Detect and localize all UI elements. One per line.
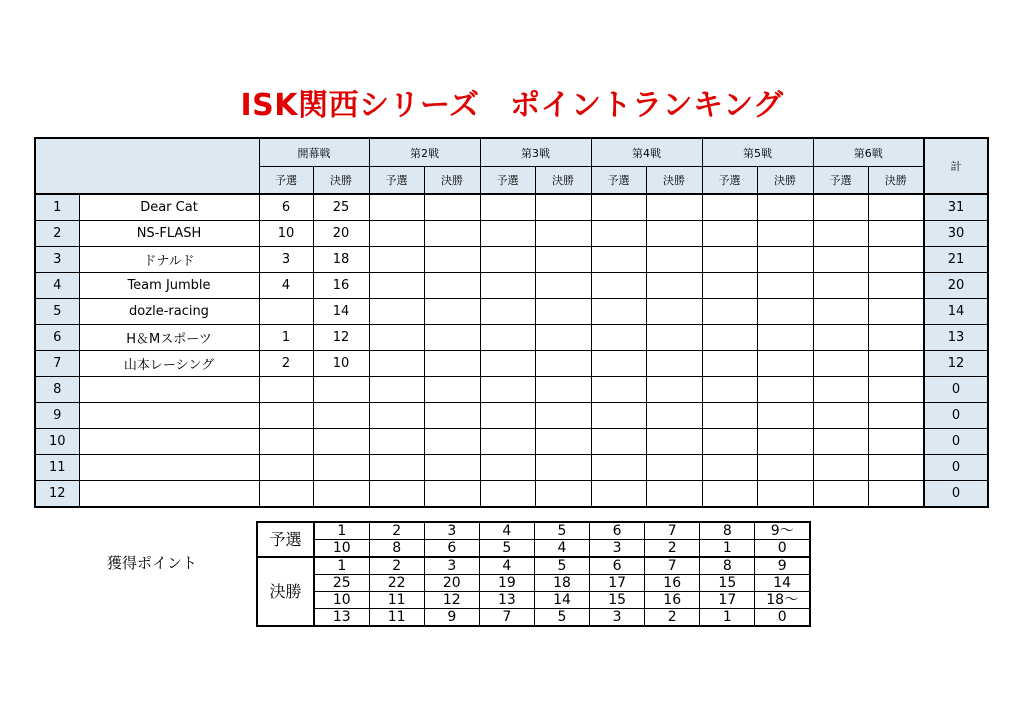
total-cell: 12	[924, 351, 988, 377]
score-cell	[868, 221, 924, 247]
sub-header-kessho: 決勝	[757, 167, 813, 195]
score-cell	[480, 273, 535, 299]
score-cell	[535, 351, 591, 377]
points-cell: 3	[424, 557, 479, 575]
points-cell: 4	[534, 540, 589, 558]
rank-cell: 5	[35, 299, 79, 325]
score-cell	[757, 455, 813, 481]
points-cell: 7	[645, 557, 700, 575]
points-cell: 5	[534, 522, 589, 540]
score-cell	[369, 273, 424, 299]
team-cell: Team Jumble	[79, 273, 259, 299]
score-cell	[646, 403, 702, 429]
points-cell: 13	[314, 609, 369, 627]
team-cell: dozle-racing	[79, 299, 259, 325]
points-cell: 16	[645, 575, 700, 592]
team-cell	[79, 481, 259, 508]
points-cell: 4	[479, 522, 534, 540]
total-cell: 0	[924, 481, 988, 508]
table-row	[35, 481, 988, 508]
points-cell: 8	[369, 540, 424, 558]
ranking-table	[34, 137, 989, 508]
score-cell	[757, 325, 813, 351]
sub-header-kessho: 決勝	[646, 167, 702, 195]
score-cell	[702, 325, 757, 351]
round-header: 第4戦	[591, 138, 702, 167]
score-cell	[757, 221, 813, 247]
score-cell	[813, 429, 868, 455]
score-cell	[757, 481, 813, 508]
rank-cell: 11	[35, 455, 79, 481]
points-row	[257, 522, 810, 540]
points-cell: 8	[700, 557, 755, 575]
score-cell	[369, 194, 424, 221]
score-cell: 20	[313, 221, 369, 247]
score-cell	[813, 455, 868, 481]
score-cell	[591, 299, 646, 325]
score-cell	[369, 247, 424, 273]
score-cell	[313, 455, 369, 481]
team-cell	[79, 403, 259, 429]
round-header: 開幕戦	[259, 138, 369, 167]
score-cell	[868, 194, 924, 221]
total-cell: 31	[924, 194, 988, 221]
score-cell	[313, 377, 369, 403]
points-cell: 4	[479, 557, 534, 575]
score-cell	[813, 403, 868, 429]
score-cell	[480, 325, 535, 351]
points-cell: 19	[479, 575, 534, 592]
points-cell: 17	[700, 592, 755, 609]
points-cell: 2	[645, 540, 700, 558]
points-cell: 12	[424, 592, 479, 609]
page-title: ISK関西シリーズ ポイントランキング	[240, 88, 784, 123]
score-cell	[424, 273, 480, 299]
points-cell: 1	[314, 557, 369, 575]
score-cell	[591, 481, 646, 508]
score-cell	[757, 273, 813, 299]
score-cell	[702, 273, 757, 299]
score-cell	[813, 194, 868, 221]
score-cell	[369, 481, 424, 508]
points-row	[257, 540, 810, 558]
score-cell	[646, 455, 702, 481]
table-row	[35, 429, 988, 455]
score-cell	[813, 299, 868, 325]
score-cell	[868, 247, 924, 273]
sub-header-yosen: 予選	[591, 167, 646, 195]
score-cell: 10	[313, 351, 369, 377]
score-cell	[424, 429, 480, 455]
score-cell	[591, 455, 646, 481]
table-row	[35, 325, 988, 351]
score-cell	[591, 429, 646, 455]
score-cell	[424, 351, 480, 377]
score-cell: 3	[259, 247, 313, 273]
points-cell: 3	[590, 609, 645, 627]
score-cell: 2	[259, 351, 313, 377]
sub-header-kessho: 決勝	[424, 167, 480, 195]
team-cell: H＆Mスポーツ	[79, 325, 259, 351]
table-row	[35, 273, 988, 299]
score-cell	[702, 194, 757, 221]
score-cell	[813, 273, 868, 299]
points-label: 獲得ポイント	[107, 554, 198, 572]
points-cell: 15	[700, 575, 755, 592]
points-cell: 20	[424, 575, 479, 592]
sub-header-yosen: 予選	[369, 167, 424, 195]
score-cell	[591, 273, 646, 299]
score-cell	[259, 299, 313, 325]
score-cell	[480, 481, 535, 508]
score-cell	[535, 403, 591, 429]
score-cell	[424, 221, 480, 247]
table-row	[35, 247, 988, 273]
score-cell	[313, 481, 369, 508]
score-cell	[535, 247, 591, 273]
score-cell	[259, 377, 313, 403]
rank-cell: 12	[35, 481, 79, 508]
score-cell	[591, 403, 646, 429]
sub-header-kessho: 決勝	[313, 167, 369, 195]
points-cell: 0	[755, 540, 810, 558]
points-cell: 8	[700, 522, 755, 540]
rank-cell: 8	[35, 377, 79, 403]
score-cell	[480, 377, 535, 403]
team-cell: NS-FLASH	[79, 221, 259, 247]
points-cell: 10	[314, 592, 369, 609]
score-cell: 10	[259, 221, 313, 247]
points-row	[257, 592, 810, 609]
team-cell: Dear Cat	[79, 194, 259, 221]
points-cell: 18～	[755, 592, 810, 609]
points-cell: 2	[645, 609, 700, 627]
score-cell	[480, 247, 535, 273]
score-cell: 14	[313, 299, 369, 325]
table-row	[35, 299, 988, 325]
points-row	[257, 609, 810, 627]
score-cell	[369, 221, 424, 247]
sub-header-yosen: 予選	[702, 167, 757, 195]
score-cell	[868, 299, 924, 325]
score-cell	[702, 455, 757, 481]
score-cell	[535, 221, 591, 247]
rank-cell: 6	[35, 325, 79, 351]
score-cell	[646, 377, 702, 403]
total-cell: 0	[924, 403, 988, 429]
score-cell	[868, 273, 924, 299]
points-cell: 9	[755, 557, 810, 575]
points-cell: 25	[314, 575, 369, 592]
points-category: 決勝	[257, 557, 314, 626]
total-cell: 13	[924, 325, 988, 351]
score-cell: 4	[259, 273, 313, 299]
table-row	[35, 377, 988, 403]
points-row	[257, 575, 810, 592]
score-cell	[702, 351, 757, 377]
score-cell	[369, 403, 424, 429]
points-cell: 15	[590, 592, 645, 609]
score-cell	[757, 351, 813, 377]
score-cell: 1	[259, 325, 313, 351]
score-cell	[591, 221, 646, 247]
points-category: 予選	[257, 522, 314, 557]
score-cell	[757, 377, 813, 403]
score-cell	[868, 455, 924, 481]
points-cell: 14	[755, 575, 810, 592]
score-cell: 16	[313, 273, 369, 299]
total-header: 計	[924, 138, 988, 194]
score-cell	[259, 481, 313, 508]
points-cell: 2	[369, 557, 424, 575]
score-cell	[646, 325, 702, 351]
score-cell	[646, 481, 702, 508]
team-cell	[79, 455, 259, 481]
score-cell	[591, 194, 646, 221]
score-cell	[313, 429, 369, 455]
score-cell	[480, 455, 535, 481]
total-cell: 14	[924, 299, 988, 325]
score-cell	[424, 455, 480, 481]
score-cell	[646, 221, 702, 247]
rank-cell: 1	[35, 194, 79, 221]
header-blank	[35, 138, 259, 194]
score-cell	[480, 351, 535, 377]
total-cell: 0	[924, 455, 988, 481]
score-cell: 12	[313, 325, 369, 351]
points-cell: 11	[369, 609, 424, 627]
score-cell	[535, 194, 591, 221]
total-cell: 30	[924, 221, 988, 247]
score-cell	[646, 299, 702, 325]
score-cell	[757, 403, 813, 429]
score-cell	[369, 325, 424, 351]
score-cell	[646, 273, 702, 299]
score-cell	[868, 429, 924, 455]
score-cell	[424, 299, 480, 325]
sub-header-kessho: 決勝	[868, 167, 924, 195]
rank-cell: 4	[35, 273, 79, 299]
score-cell	[868, 325, 924, 351]
score-cell	[591, 377, 646, 403]
total-cell: 0	[924, 429, 988, 455]
points-cell: 3	[590, 540, 645, 558]
points-cell: 10	[314, 540, 369, 558]
points-cell: 6	[590, 522, 645, 540]
score-cell	[535, 429, 591, 455]
points-cell: 9～	[755, 522, 810, 540]
score-cell	[591, 325, 646, 351]
score-cell	[646, 429, 702, 455]
score-cell	[535, 377, 591, 403]
points-cell: 7	[479, 609, 534, 627]
table-row	[35, 455, 988, 481]
score-cell	[535, 325, 591, 351]
sub-header-yosen: 予選	[813, 167, 868, 195]
score-cell	[813, 221, 868, 247]
round-header: 第3戦	[480, 138, 591, 167]
total-cell: 21	[924, 247, 988, 273]
score-cell	[757, 429, 813, 455]
table-row	[35, 194, 988, 221]
points-cell: 17	[590, 575, 645, 592]
team-cell	[79, 377, 259, 403]
score-cell	[424, 325, 480, 351]
score-cell	[868, 377, 924, 403]
points-cell: 11	[369, 592, 424, 609]
points-cell: 1	[700, 540, 755, 558]
score-cell	[480, 299, 535, 325]
score-cell	[757, 299, 813, 325]
score-cell	[868, 403, 924, 429]
round-header: 第6戦	[813, 138, 924, 167]
team-cell: ドナルド	[79, 247, 259, 273]
points-cell: 3	[424, 522, 479, 540]
score-cell	[591, 247, 646, 273]
score-cell	[702, 429, 757, 455]
score-cell	[702, 299, 757, 325]
score-cell	[813, 481, 868, 508]
points-cell: 16	[645, 592, 700, 609]
points-cell: 22	[369, 575, 424, 592]
sub-header-yosen: 予選	[480, 167, 535, 195]
sub-header-yosen: 予選	[259, 167, 313, 195]
points-table	[256, 521, 811, 627]
score-cell	[259, 429, 313, 455]
points-cell: 6	[590, 557, 645, 575]
score-cell	[757, 194, 813, 221]
score-cell	[646, 247, 702, 273]
score-cell	[591, 351, 646, 377]
points-cell: 13	[479, 592, 534, 609]
score-cell	[757, 247, 813, 273]
table-row	[35, 351, 988, 377]
score-cell	[702, 481, 757, 508]
score-cell	[813, 247, 868, 273]
total-cell: 20	[924, 273, 988, 299]
score-cell	[813, 325, 868, 351]
score-cell: 25	[313, 194, 369, 221]
score-cell	[424, 194, 480, 221]
points-cell: 1	[700, 609, 755, 627]
score-cell	[702, 403, 757, 429]
score-cell	[535, 299, 591, 325]
score-cell	[369, 351, 424, 377]
team-cell	[79, 429, 259, 455]
score-cell	[646, 351, 702, 377]
score-cell	[702, 377, 757, 403]
score-cell	[535, 455, 591, 481]
points-cell: 9	[424, 609, 479, 627]
points-row	[257, 557, 810, 575]
score-cell	[369, 377, 424, 403]
score-cell	[702, 247, 757, 273]
score-cell	[868, 351, 924, 377]
points-cell: 18	[534, 575, 589, 592]
score-cell: 6	[259, 194, 313, 221]
rank-cell: 7	[35, 351, 79, 377]
total-cell: 0	[924, 377, 988, 403]
round-header: 第2戦	[369, 138, 480, 167]
score-cell	[259, 403, 313, 429]
score-cell: 18	[313, 247, 369, 273]
score-cell	[259, 455, 313, 481]
sub-header-kessho: 決勝	[535, 167, 591, 195]
team-cell: 山本レーシング	[79, 351, 259, 377]
score-cell	[480, 403, 535, 429]
score-cell	[480, 194, 535, 221]
points-cell: 0	[755, 609, 810, 627]
points-cell: 6	[424, 540, 479, 558]
rank-cell: 2	[35, 221, 79, 247]
score-cell	[813, 377, 868, 403]
points-cell: 5	[479, 540, 534, 558]
points-cell: 5	[534, 609, 589, 627]
round-header: 第5戦	[702, 138, 813, 167]
rank-cell: 3	[35, 247, 79, 273]
score-cell	[480, 429, 535, 455]
score-cell	[480, 221, 535, 247]
rank-cell: 9	[35, 403, 79, 429]
score-cell	[424, 377, 480, 403]
score-cell	[424, 403, 480, 429]
table-row	[35, 221, 988, 247]
score-cell	[424, 481, 480, 508]
rank-cell: 10	[35, 429, 79, 455]
score-cell	[813, 351, 868, 377]
score-cell	[646, 194, 702, 221]
score-cell	[369, 429, 424, 455]
points-cell: 14	[534, 592, 589, 609]
score-cell	[535, 273, 591, 299]
score-cell	[369, 455, 424, 481]
score-cell	[424, 247, 480, 273]
table-row	[35, 403, 988, 429]
points-cell: 1	[314, 522, 369, 540]
score-cell	[702, 221, 757, 247]
score-cell	[868, 481, 924, 508]
points-cell: 5	[534, 557, 589, 575]
score-cell	[535, 481, 591, 508]
points-cell: 7	[645, 522, 700, 540]
score-cell	[369, 299, 424, 325]
points-cell: 2	[369, 522, 424, 540]
score-cell	[313, 403, 369, 429]
